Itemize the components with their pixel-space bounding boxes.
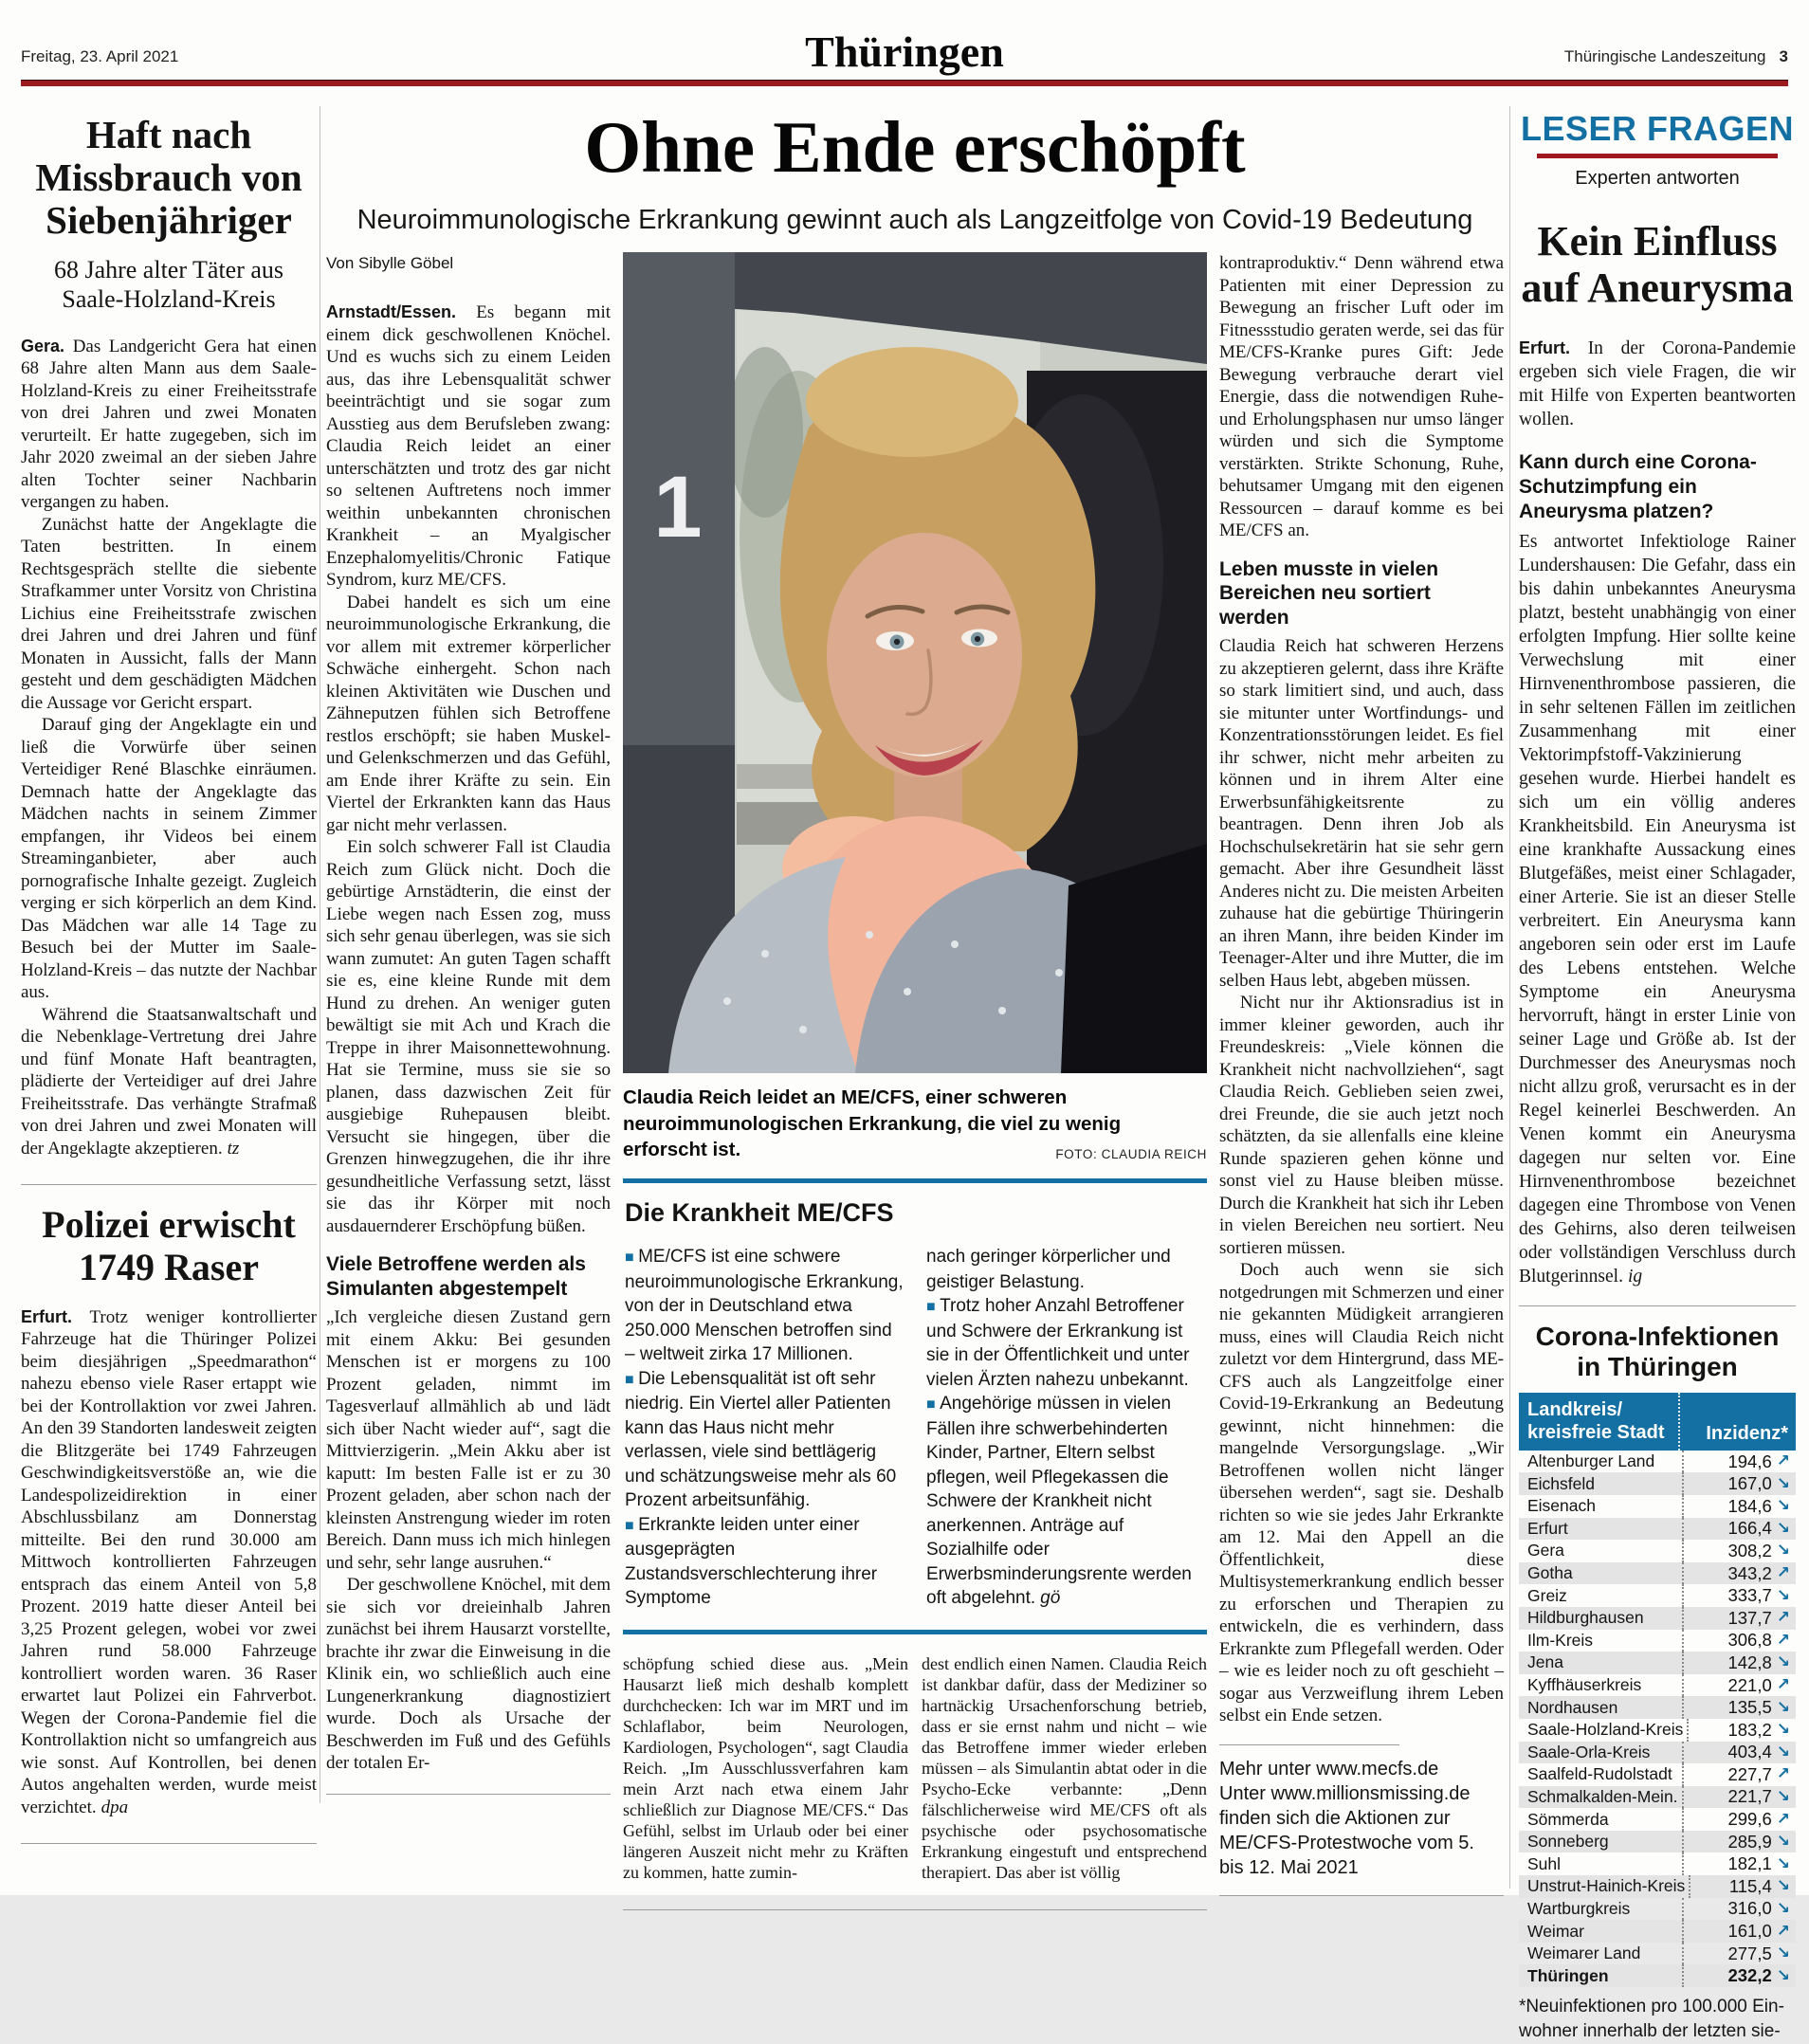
- paragraph: Darauf ging der Angeklagte ein und ließ die Vorwürfe über seinen Verteidiger René Blaschke einräumen. Demnach hatte der Angeklagte das Mädchen nachts in seinem Zimmer empfangen, ihr Videos bei einem Streaminganbieter, aber auch pornografische Inhalte gezeigt. Zugleich verging er sich körperlich an dem Kind. Das Mädchen war alle 14 Tage zu Besuch bei der Mutter im Saale-Holzland-Kreis – das nutzte der Nachbar aus.: [21, 715, 317, 1003]
- table-row: [1519, 1898, 1796, 1921]
- col4-end-rule: [1219, 1895, 1504, 1896]
- infobox-bullet: ■ Trotz hoher Anzahl Betroffener und Schwere der Erkrankung ist sie in der Öffentlichkeit und unter vielen Ärzten nahezu unbekannt.: [926, 1294, 1205, 1392]
- trend-arrow-icon: [1777, 1476, 1790, 1492]
- incidence-cell: [1682, 1831, 1796, 1853]
- main-columns: [326, 252, 1504, 1910]
- left-article2-body: [21, 1306, 317, 1819]
- col4-part-b: [1219, 635, 1504, 1727]
- corona-table-title: Corona-Infektionen in Thüringen: [1535, 1322, 1780, 1381]
- district-name: Altenburger Land: [1527, 1451, 1655, 1471]
- incidence-cell: [1682, 1786, 1796, 1809]
- district-name: Eichsfeld: [1527, 1473, 1596, 1493]
- incidence-value: 194,6: [1727, 1451, 1772, 1471]
- table-row: [1519, 1584, 1796, 1607]
- incidence-value: 167,0: [1727, 1473, 1772, 1494]
- infobox-bullet: ■ ME/CFS ist eine schwere neuroimmunologische Erkrankung, von der in Deutschland etwa 250.000 Menschen betroffen sind – weltweit zirka 17 Millionen.: [625, 1245, 904, 1367]
- infobox-me-cfs: [623, 1178, 1207, 1634]
- incidence-value: 135,5: [1727, 1697, 1772, 1718]
- reader-end-rule: [1519, 1305, 1796, 1306]
- trend-arrow-icon: [1777, 1744, 1790, 1761]
- table-row: [1519, 1763, 1796, 1786]
- incidence-value: 161,0: [1727, 1921, 1772, 1942]
- district-name: Suhl: [1527, 1853, 1562, 1873]
- incidence-value: 221,7: [1727, 1786, 1772, 1807]
- paragraph: Dabei handelt es sich um eine neuroimmunologische Erkrankung, die vor allem mit extremer körperlicher Schwäche einhergeht. Schon nach kleinen Aktivitäten wie Duschen und Zähneputzen fühlen sich Betroffene restlos erschöpft; sie haben Muskel- und Gelenkschmerzen und das Gefühl, am Ende ihrer Kräfte zu sein. Ein Viertel der Erkrankten kann das Haus gar nicht mehr verlassen.: [326, 592, 611, 835]
- paragraph: Während die Staatsanwaltschaft und die Nebenklage-Vertretung drei Jahre und fünf Monate Haft beantragten, plädierte der Verteidiger auf drei Jahre Freiheitsstrafe. Das verhängte Strafmaß von drei Jahren und zwei Monaten will der Angeklagte akzeptieren. tz: [21, 1004, 317, 1159]
- incidence-cell: [1682, 1696, 1796, 1719]
- incidence-cell: [1687, 1719, 1796, 1742]
- incidence-cell: [1682, 1763, 1796, 1786]
- main-col-1: [326, 252, 611, 1795]
- paragraph: Der geschwollene Knöchel, mit dem sie sich vor dreieinhalb Jahren zunächst bei ihrem Hausarzt vorstellte, brachte ihr zwar die Einweisung in die Klinik ein, wo schließlich auch eine Lungenerkrankung diagnostiziert wurde. Doch als Ursache der Beschwerden im Fuß und des Gefühls der totalen Er-: [326, 1575, 611, 1774]
- incidence-value: 277,5: [1727, 1943, 1772, 1963]
- left-column: [21, 110, 317, 1844]
- trend-arrow-icon: [1777, 1633, 1790, 1649]
- main-col-3: [922, 1653, 1207, 1898]
- incidence-value: 182,1: [1727, 1853, 1772, 1874]
- trend-arrow-icon: [1777, 1878, 1790, 1894]
- face: [827, 533, 1022, 777]
- trend-arrow-icon: [1777, 1654, 1790, 1670]
- more-info: [1219, 1757, 1504, 1880]
- pupil-right: [975, 636, 980, 642]
- header-landkreis: Landkreis/ kreisfreie Stadt: [1527, 1399, 1665, 1444]
- incidence-cell: [1682, 1584, 1796, 1607]
- trend-arrow-icon: [1777, 1812, 1790, 1828]
- infobox-columns: [625, 1245, 1205, 1611]
- middle-end-rule: [623, 1909, 1207, 1910]
- table-row: [1519, 1964, 1796, 1987]
- table-row: [1519, 1451, 1796, 1473]
- table-row: [1519, 1518, 1796, 1541]
- incidence-cell: [1682, 1943, 1796, 1965]
- table-row: [1519, 1472, 1796, 1495]
- table-row: [1519, 1920, 1796, 1943]
- trend-arrow-icon: [1777, 1565, 1790, 1581]
- incidence-cell: [1682, 1674, 1796, 1697]
- trend-arrow-icon: [1777, 1542, 1790, 1559]
- paper-name: Thüringische Landeszeitung 3: [1563, 47, 1788, 65]
- district-name: Saalfeld-Rudolstadt: [1527, 1764, 1672, 1784]
- left-article2-headline: Polizei erwischt 1749 Raser: [42, 1203, 296, 1288]
- incidence-cell: [1682, 1495, 1796, 1518]
- trend-arrow-icon: [1777, 1856, 1790, 1872]
- kicker-tagline: Experten antworten: [1575, 168, 1740, 189]
- incidence-value: 142,8: [1727, 1652, 1772, 1672]
- paragraph: Erfurt. Trotz weniger kontrollierter Fahrzeuge hat die Thüringer Polizei beim diesjährigen „Speedmarathon“ nahezu ebenso viele Raser ertappt wie bei der Kontrollaktion vor zwei Jahren. An den 39 Standorten landesweit zeigten die Blitzgeräte bei 1749 Fahrzeugen Geschwindigkeitsverstöße an, wie die Landespolizeidirektion in einer Abschlussbilanz am Donnerstag mitteilte. Bei den rund 30.000 am Mittwoch kontrollierten Fahrzeugen entsprach das einem Anteil von 5,8 Prozent. 2019 hatte dieser Anteil bei 3,25 Prozent gelegen, wobei vor zwei Jahren rund 58.000 Fahrzeuge kontrolliert worden waren. 36 Raser erwartet laut Polizei ein Fahrverbot. Wegen der Corona-Pandemie fiel die Kontrollaktion nicht so umfangreich aus wie sonst. Auf Kontrollen, bei denen Autos angehalten werden, wurde meist verzichtet. dpa: [21, 1306, 317, 1817]
- district-name: Gera: [1527, 1541, 1564, 1560]
- incidence-value: 184,6: [1727, 1495, 1772, 1516]
- table-row: [1519, 1742, 1796, 1764]
- trend-arrow-icon: [1777, 1700, 1790, 1716]
- trend-arrow-icon: [1777, 1834, 1790, 1850]
- corona-table-header: [1519, 1393, 1796, 1451]
- district-name: Hildburghausen: [1527, 1608, 1644, 1628]
- reader-question: Kann durch eine Corona-Schutzimpfung ein Aneurysma platzen?: [1519, 450, 1757, 523]
- district-name: Saale-Orla-Kreis: [1527, 1742, 1651, 1761]
- trend-arrow-icon: [1777, 1722, 1790, 1738]
- masthead: [21, 11, 1788, 74]
- table-row: [1519, 1652, 1796, 1674]
- infobox-col-right: [926, 1245, 1205, 1611]
- incidence-value: 299,6: [1727, 1809, 1772, 1830]
- main-col-4: [1219, 252, 1504, 1896]
- paragraph: Zunächst hatte der Angeklagte die Taten bestritten. In einem Rechtsgespräch stellte die siebente Strafkammer unter Vorsitz von Christina Lichius eine Freiheitsstrafe zwischen drei Jahren und drei Jahren und fünf Monaten in Aussicht, falls der Mann gesteht und dem geschädigten Mädchen die Aussage vor Gericht erspart.: [21, 514, 317, 713]
- trend-arrow-icon: [1777, 1968, 1790, 1984]
- continuation-columns: [623, 1653, 1207, 1898]
- infobox-col-left: [625, 1245, 904, 1611]
- incidence-cell: [1682, 1898, 1796, 1921]
- incidence-value: 137,7: [1727, 1607, 1772, 1628]
- hair-bun: [806, 347, 1018, 457]
- photo-credit: FOTO: CLAUDIA REICH: [1055, 1147, 1207, 1162]
- seat-class-marker: 1: [653, 459, 703, 557]
- table-row: [1519, 1562, 1796, 1585]
- district-name: Weimar: [1527, 1921, 1584, 1941]
- district-name: Unstrut-Hainich-Kreis: [1527, 1876, 1686, 1896]
- table-footnote: *Neuinfektionen pro 100.000 Ein- wohner innerhalb der letzten sie-: [1519, 1997, 1784, 2042]
- main-headline: Ohne Ende erschöpft: [584, 106, 1246, 188]
- incidence-cell: [1682, 1607, 1796, 1630]
- incidence-cell: [1682, 1540, 1796, 1562]
- kicker-underline: [1537, 154, 1778, 158]
- paragraph: Arnstadt/Essen. Es begann mit einem dick geschwollenen Knöchel. Und es wuchs sich zu einem Leiden aus, das ihre Lebensqualität schwer beeinträchtigt und sie sogar zum Ausstieg aus dem Berufsleben zwang: Claudia Reich leidet an einer unterschätzten und trotz des gar nicht so seltenen Auftretens noch immer weithin unbekannten chronischen Krankheit – an Myalgischer Enzephalomyelitis/Chronic Fatique Syndrom, kurz ME/CFS.: [326, 302, 611, 591]
- district-name: Weimarer Land: [1527, 1944, 1641, 1963]
- main-col-middle: [623, 252, 1207, 1910]
- table-row: [1519, 1875, 1796, 1898]
- incidence-value: 183,2: [1727, 1719, 1772, 1740]
- col1-part-b: [326, 1306, 611, 1775]
- paragraph: Erfurt. In der Corona-Pandemie ergeben sich viele Fragen, die wir mit Hilfe von Experten beantworten wollen.: [1519, 338, 1796, 429]
- district-name: Eisenach: [1527, 1496, 1596, 1516]
- col1-part-a: [326, 301, 611, 1237]
- incidence-cell: [1682, 1852, 1796, 1875]
- table-row: [1519, 1786, 1796, 1809]
- trend-arrow-icon: [1777, 1945, 1790, 1962]
- photo-claudia-reich: [623, 252, 1207, 1073]
- paragraph: Doch auch wenn sie sich notgedrungen mit Schmerzen und einer nie gekannten Müdigkeit arrangieren muss, eines will Claudia Reich nicht zuletzt vor dem Hintergrund, dass ME-CFS auch als Langzeitfolge einer Covid-19-Erkrankung an Bedeutung gewinnt, nicht hinnehmen: die mangelnde Versorgungslage. „Wir Betroffenen wollen nicht länger übersehen werden“, sagt sie. Deshalb richten so wie sie jedes Jahr Erkrankte am 12. Mai den Appell an die Öffentlichkeit, diese Multisystemerkrankung endlich besser zu erforschen und Therapien zu entwickeln, die es verhindern, dass Erkrankte zum Pflegefall werden. Oder – wie es leider noch zu oft geschieht – sogar aus Verzweiflung ihrem Leben selbst ein Ende setzen.: [1219, 1260, 1504, 1726]
- district-name: Gotha: [1527, 1563, 1573, 1583]
- reader-headline: Kein Einfluss auf Aneurysma: [1521, 218, 1794, 312]
- table-row: [1519, 1719, 1796, 1742]
- table-row: [1519, 1607, 1796, 1630]
- infobox-bullet: nach geringer körperlicher und geistiger Belastung.: [926, 1247, 1171, 1292]
- infobox-bullet: ■ Erkrankte leiden unter einer ausgeprägten Zustandsverschlechterung ihrer Symptome: [625, 1513, 904, 1611]
- reader-questions-kicker: LESER FRAGEN: [1520, 109, 1795, 148]
- pupil-left: [894, 639, 900, 645]
- table-row: [1519, 1808, 1796, 1831]
- paragraph: schöpfung schied diese aus. „Mein Hausarzt ließ mich deshalb komplett durchchecken: Ich war im MRT und im Schlaflabor, beim Neurologen, Kardiologen, Psychologen“, sagt Claudia Reich. „Im Ausschlussverfahren kam mein Arzt nach etwa einem Jahr schließlich zur Diagnose ME/CFS.“ Das Gefühl, selbst im Urlaub oder bei einer längeren Auszeit nicht mehr zu Kräften zu kommen, hatte zumin-: [623, 1653, 908, 1882]
- incidence-cell: [1682, 1920, 1796, 1943]
- byline: Von Sibylle Göbel: [326, 254, 454, 273]
- incidence-value: 403,4: [1727, 1742, 1772, 1762]
- incidence-value: 115,4: [1728, 1875, 1772, 1896]
- main-col-2: [623, 1653, 908, 1898]
- incidence-cell: [1682, 1964, 1796, 1987]
- reader-intro: [1519, 337, 1796, 431]
- district-name: Thüringen: [1527, 1965, 1609, 1985]
- left-article-headline: Haft nach Missbrauch von Siebenjähriger: [35, 113, 302, 243]
- district-name: Kyffhäuserkreis: [1527, 1675, 1642, 1695]
- district-name: Wartburgkreis: [1527, 1898, 1631, 1918]
- district-name: Sonneberg: [1527, 1832, 1609, 1852]
- more-link-mecfs: Mehr unter www.mecfs.de: [1219, 1758, 1439, 1779]
- col4-part-a: [1219, 252, 1504, 542]
- district-name: Greiz: [1527, 1585, 1567, 1605]
- photo-caption: Claudia Reich leidet an ME/CFS, einer schweren neuroimmunologischen Erkrankung, die viel zu wenig erforscht ist. FOTO: CLAUDIA REICH: [623, 1086, 1207, 1162]
- infobox-title: Die Krankheit ME/CFS: [625, 1198, 894, 1228]
- left-column-end-rule: [21, 1843, 317, 1844]
- incidence-value: 333,7: [1727, 1585, 1772, 1606]
- table-row: [1519, 1696, 1796, 1719]
- incidence-value: 232,2: [1727, 1965, 1772, 1986]
- table-row: [1519, 1852, 1796, 1875]
- incidence-value: 316,0: [1727, 1898, 1772, 1919]
- table-row: [1519, 1495, 1796, 1518]
- incidence-cell: [1682, 1562, 1796, 1585]
- incidence-cell: [1682, 1742, 1796, 1764]
- district-name: Schmalkalden-Mein.: [1527, 1786, 1678, 1806]
- infobox-bullet: ■ Angehörige müssen in vielen Fällen ihre schwerbehinderten Kinder, Partner, Eltern selbst pflegen, weil Pflegekassen die Schwere der Krankheit nicht anerkennen. Anträge auf Sozialhilfe oder Erwerbsminderungsrente werden oft abgelehnt. gö: [926, 1392, 1205, 1611]
- corona-table-body: [1519, 1451, 1796, 1987]
- trend-arrow-icon: [1777, 1789, 1790, 1805]
- district-name: Nordhausen: [1527, 1697, 1618, 1717]
- table-row: [1519, 1674, 1796, 1697]
- trend-arrow-icon: [1777, 1766, 1790, 1782]
- paragraph: Es antwortet Infektiologe Rainer Lundershausen: Die Gefahr, dass ein bis dahin unbekanntes Aneurysma platzt, besteht unabhängig von einer erfolgten Impfung. Hier sollte keine Verwechslung mit einer Hirnvenenthrombose passieren, die in sehr seltenen Fällen im zeitlichen Zusammenhang mit einer Vektorimpfstoff-Vakzinierung gesehen wurde. Hierbei handelt es sich um ein völlig anderes Krankheitsbild. Ein Aneurysma ist eine krankhafte Aussackung eines Blutgefäßes, meist einer Schlagader, einer Arterie. Sie ist an dieser Stelle verbreitert. Ein Aneurysma kann angeboren sein oder erst im Laufe des Lebens entstehen. Welche Symptome ein Aneurysma hervorruft, hängt in erster Linie von seiner Lage und Größe ab. Ist der Durchmesser des Aneurysmas noch nicht allzu groß, verursacht es in der Regel keinerlei Beschwerden. An Venen kommt ein Aneurysma dagegen nur selten vor. Eine Hirnvenenthrombose bezeichnet dagegen eine Thrombose von Venen des Gehirns, also deren teilweisen oder vollständigen Verschluss durch Blutgerinnsel. ig: [1519, 532, 1796, 1287]
- main-article: [326, 106, 1504, 1910]
- column-divider-right: [1509, 106, 1510, 1889]
- table-row: [1519, 1831, 1796, 1853]
- trend-arrow-icon: [1777, 1924, 1790, 1940]
- reader-answer: [1519, 530, 1796, 1288]
- crosshead-2: Leben musste in vielen Bereichen neu sortiert werden: [1219, 557, 1439, 629]
- main-subhead: Neuroimmunologische Erkrankung gewinnt auch als Langzeitfolge von Covid-19 Bedeutung: [356, 205, 1473, 236]
- paragraph: Gera. Das Landgericht Gera hat einen 68 Jahre alten Mann aus dem Saale-Holzland-Kreis zu einer Freiheitsstrafe von drei Jahren und zwei Monaten verurteilt. Er hatte zugegeben, sich im Jahr 2020 zweimal an der sieben Jahre alten Tochter seiner Nachbarin vergangen zu haben.: [21, 336, 317, 513]
- trend-arrow-icon: [1777, 1610, 1790, 1626]
- footer-separator: [1219, 1744, 1399, 1745]
- incidence-value: 343,2: [1727, 1562, 1772, 1583]
- incidence-value: 221,0: [1727, 1674, 1772, 1695]
- paragraph: „Ich vergleiche diesen Zustand gern mit einem Akku: Bei gesunden Menschen ist er morgens zu 100 Prozent geladen, nimmt im Tagesverlauf allmählich ab und lädt sich über Nacht wieder auf“, sagt die Mittvierzigerin. „Mein Akku aber ist kaputt: Im besten Falle ist er zu 30 Prozent geladen, aber schon nach der kleinsten Anstrengung wieder im roten Bereich. Dann muss ich mich hinlegen und sehr, sehr lange ausruhen.“: [326, 1307, 611, 1573]
- trend-arrow-icon: [1777, 1677, 1790, 1693]
- paragraph: Claudia Reich hat schweren Herzens zu akzeptieren gelernt, dass ihre Kräfte so stark limitiert sind, und auch, dass sie mitunter unter Wortfindungs- und Konzentrationsstörungen leidet. Es fiel ihr schwer, nicht mehr arbeiten zu können und in ihrem Alter eine Erwerbsunfähigkeitsrente zu beantragen. Denn ihren Job als Hochschulsekretärin hat sie sehr gern gemacht. Aber ihre Gesundheit lässt Anderes nicht zu. Die meisten Arbeiten zuhause hat die gebürtige Thüringerin an ihren Mann, ihre beiden Kinder im Teenager-Alter und ihre Mutter, die im selben Haus lebt, abgeben müssen.: [1219, 636, 1504, 991]
- table-row: [1519, 1540, 1796, 1562]
- incidence-cell: [1682, 1518, 1796, 1541]
- page-number: 3: [1779, 47, 1788, 65]
- section-title: Thüringen: [805, 27, 1004, 76]
- incidence-value: 166,4: [1727, 1518, 1772, 1539]
- trend-arrow-icon: [1777, 1453, 1790, 1469]
- masthead-rule: [21, 80, 1788, 86]
- trend-arrow-icon: [1777, 1901, 1790, 1917]
- paragraph: kontraproduktiv.“ Denn während etwa Patienten mit einer Depression zu Bewegung an frischer Luft oder im Fitnessstudio geraten werde, sei das für ME/CFS-Kranke pures Gift: Jede Bewegung verbrauche derart viel Energie, dass die notwendigen Ruhe- und Erholungsphasen nur umso länger würden und sich die Symptome verstärkten. Strikte Schonung, Ruhe, behutsamer Umgang mit den eigenen Ressourcen – darauf komme es bei ME/CFS an.: [1219, 253, 1504, 541]
- left-article-body: [21, 336, 317, 1160]
- district-name: Saale-Holzland-Kreis: [1527, 1720, 1684, 1740]
- table-row: [1519, 1630, 1796, 1652]
- incidence-cell: [1689, 1875, 1796, 1898]
- infobox-bullet: ■ Die Lebensqualität ist oft sehr niedrig. Ein Viertel aller Patienten kann das Haus nicht mehr verlassen, viele sind bettlägerig und schätzungsweise mehr als 60 Prozent arbeitsunfähig.: [625, 1367, 904, 1513]
- crosshead-1: Viele Betroffene werden als Simulanten abgestempelt: [326, 1253, 586, 1300]
- incidence-cell: [1682, 1652, 1796, 1674]
- right-column: [1519, 109, 1796, 2044]
- incidence-value: 306,8: [1727, 1630, 1772, 1651]
- paragraph: Nicht nur ihr Aktionsradius ist in immer kleiner geworden, auch ihr Freundeskreis: „Viele können die Krankheit nicht nachvollziehen“, sagt Claudia Reich. Geblieben seien zwei, drei Freunde, die sie auch jetzt noch schätzten, da sie allenfalls eine kleine Runde spazieren gehen könne und sonst viel zu Hause bleiben müsse. Durch die Krankheit hat sich ihr Leben in vielen Bereichen neu sortiert. Neu sortieren müssen.: [1219, 993, 1504, 1258]
- more-link-millionsmissing: Unter www.millionsmissing.de finden sich die Aktionen zur ME/CFS-Protestwoche vom 5. bis 12. Mai 2021: [1219, 1782, 1474, 1878]
- trend-arrow-icon: [1777, 1521, 1790, 1537]
- left-article-subhead: 68 Jahre alter Täter aus Saale-Holzland-Kreis: [53, 256, 284, 314]
- incidence-cell: [1682, 1630, 1796, 1652]
- paragraph: Ein solch schwerer Fall ist Claudia Reich zum Glück nicht. Doch die gebürtige Arnstädterin, die einst der Liebe wegen nach Essen zog, muss sich sehr genau überlegen, was sie sich wann zumutet: An guten Tagen schafft sie es, eine kleine Runde mit dem Hund zu drehen. An weniger guten bewältigt sie mit Ach und Krach die Treppe in ihrer Maisonnettewohnung. Hat sie Termine, muss sie sie so planen, dass dazwischen Zeit für ausgiebige Ruhepausen bleibt. Versucht sie hingegen, über die Grenzen hinwegzugehen, die ihr ihre gesundheitliche Verfassung setzt, lässt sie das ihr Körper mit noch ausdauernderer Erschöpfung büßen.: [326, 837, 611, 1236]
- incidence-cell: [1682, 1808, 1796, 1831]
- trend-arrow-icon: [1777, 1588, 1790, 1604]
- table-row: [1519, 1943, 1796, 1965]
- incidence-cell: [1682, 1472, 1796, 1495]
- header-inzidenz: Inzidenz*: [1678, 1393, 1796, 1451]
- district-name: Jena: [1527, 1652, 1563, 1672]
- paragraph: dest endlich einen Namen. Claudia Reich ist dankbar dafür, dass der Mediziner so hartnäckig Ursachenforschung betrieb, dass er sie ernst nahm und nicht – wie das Betroffene immer wieder erleben müssen – als Simulantin abtat oder in die Psycho-Ecke verbannte: „Denn fälschlicherweise wird ME/CFS oft als psychische oder psychosomatische Erkrankung eingestuft und entsprechend therapiert. Das aber ist völlig: [922, 1653, 1207, 1882]
- incidence-value: 308,2: [1727, 1540, 1772, 1560]
- article-separator: [21, 1184, 317, 1185]
- col1-end-rule: [326, 1794, 611, 1795]
- district-name: Erfurt: [1527, 1518, 1568, 1538]
- issue-date: Freitag, 23. April 2021: [21, 47, 179, 65]
- trend-arrow-icon: [1777, 1498, 1790, 1514]
- district-name: Ilm-Kreis: [1527, 1630, 1594, 1650]
- incidence-cell: [1682, 1451, 1796, 1473]
- incidence-value: 227,7: [1727, 1763, 1772, 1784]
- district-name: Sömmerda: [1527, 1809, 1609, 1829]
- incidence-value: 285,9: [1727, 1831, 1772, 1852]
